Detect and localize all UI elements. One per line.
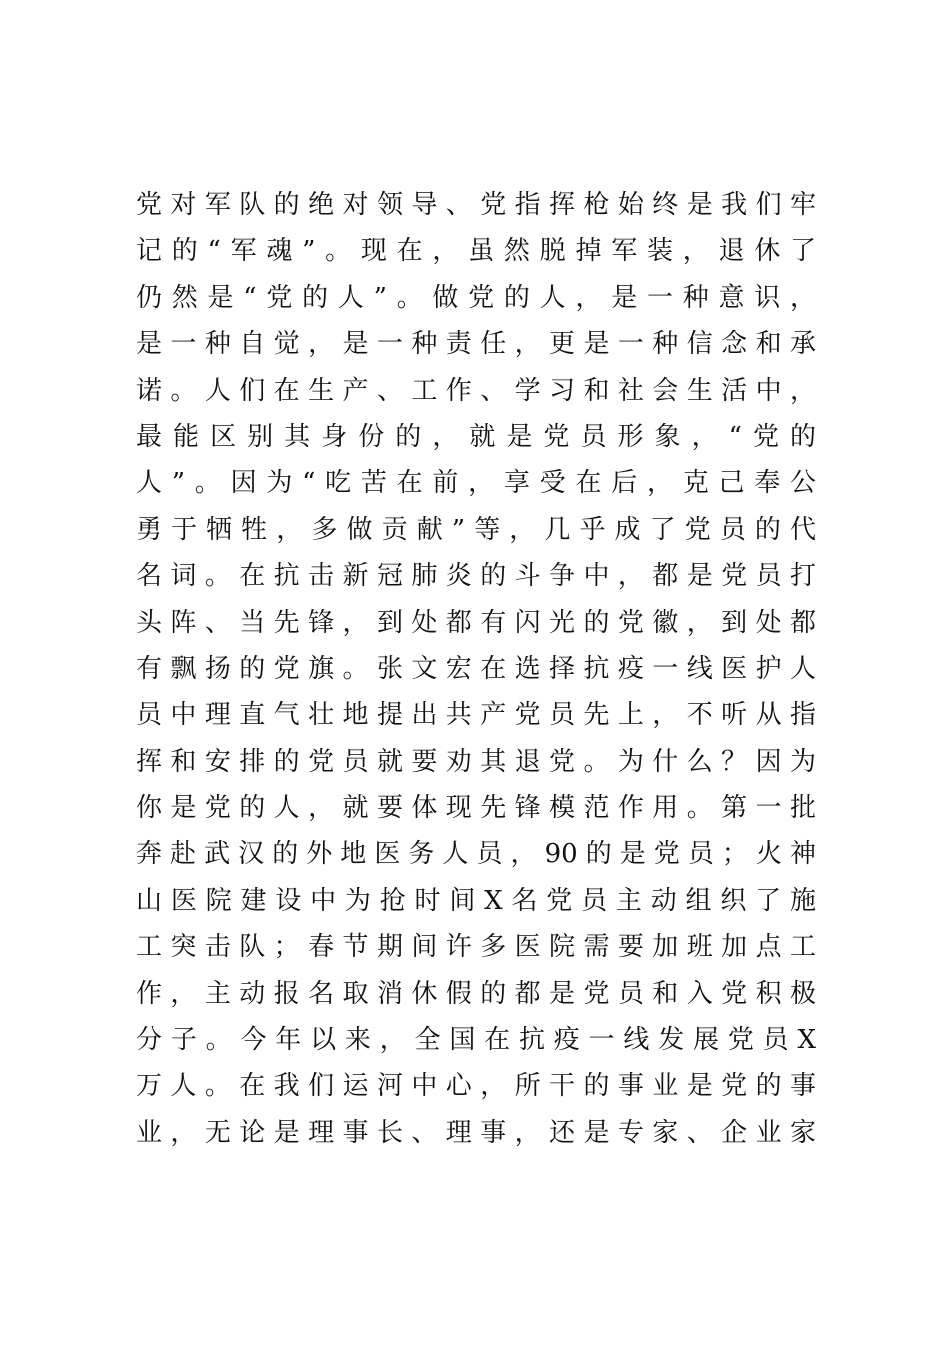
text-line: 奔赴武汉的外地医务人员，90的是党员；火神 (136, 839, 816, 870)
text-line: 党对军队的绝对领导、党指挥枪始终是我们牢 (136, 190, 816, 220)
text-line: 员中理直气壮地提出共产党员先上，不听从指 (136, 700, 816, 731)
text-line: 作，主动报名取消休假的都是党员和入党积极 (136, 978, 816, 1009)
text-line: 工突击队；春节期间许多医院需要加班加点工 (136, 932, 816, 963)
text-line: 你是党的人，就要体现先锋模范作用。第一批 (136, 793, 816, 824)
text-line: 勇于牺牲，多做贡献”等，几乎成了党员的代 (136, 514, 816, 545)
text-line: 业，无论是理事长、理事，还是专家、企业家 (136, 1117, 816, 1148)
body-text (136, 182, 816, 1156)
text-line: 仍然是“党的人”。做党的人，是一种意识， (136, 282, 816, 313)
text-line: 人”。因为“吃苦在前，享受在后，克己奉公 (136, 468, 816, 499)
text-line: 是一种自觉，是一种责任，更是一种信念和承 (136, 329, 816, 360)
text-line: 山医院建设中为抢时间X名党员主动组织了施 (136, 885, 816, 916)
text-line: 最能区别其身份的，就是党员形象，“党的 (136, 421, 816, 452)
text-line: 诺。人们在生产、工作、学习和社会生活中， (136, 375, 816, 406)
text-line: 名词。在抗击新冠肺炎的斗争中，都是党员打 (136, 561, 816, 592)
text-line: 头阵、当先锋，到处都有闪光的党徽，到处都 (136, 607, 816, 638)
text-line: 记的“军魂”。现在，虽然脱掉军装，退休了 (136, 236, 816, 267)
text-line: 万人。在我们运河中心，所干的事业是党的事 (136, 1071, 816, 1102)
text-line: 分子。今年以来，全国在抗疫一线发展党员X (136, 1025, 816, 1056)
text-line: 有飘扬的党旗。张文宏在选择抗疫一线医护人 (136, 653, 816, 684)
text-line: 挥和安排的党员就要劝其退党。为什么？因为 (136, 746, 816, 777)
